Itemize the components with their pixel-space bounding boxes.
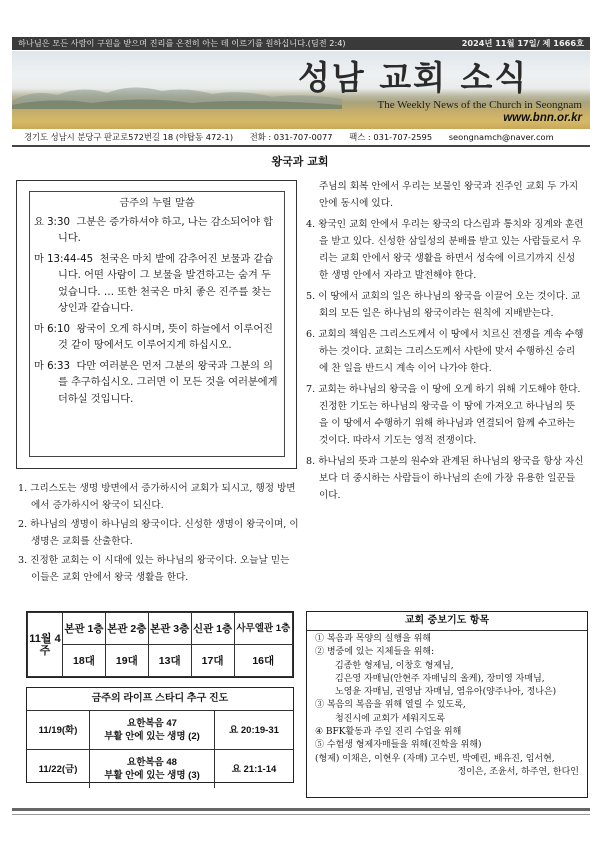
prayer-item: 노영윤 자매님, 권영남 자매님, 염유아(양주나아, 정나은) (335, 687, 557, 698)
newsletter-subtitle: The Weekly News of the Church in Seongnam (377, 99, 582, 111)
schedule-value: 13대 (148, 645, 191, 677)
verse-item: 요 3:30 그분은 증가하셔야 하고, 나는 감소되어야 합니다. (34, 216, 274, 244)
points-right (306, 178, 584, 508)
verses-box (29, 191, 285, 457)
point-continuation: 주님의 회복 안에서 우리는 보물인 왕국과 진주인 교회 두 가지 안에 동시에 있다. (319, 181, 579, 209)
schedule-week: 11월 4주 (28, 613, 63, 677)
verse-item: 마 6:10 왕국이 오게 하시며, 뜻이 하늘에서 이루어진 것 같이 땅에서도 이루어지게 하십시오. (34, 323, 274, 351)
points-left (18, 480, 300, 588)
prayer-item: ④ BFK활동과 주일 진리 수업을 위해 (315, 727, 462, 738)
footer-divider-thin (12, 814, 590, 815)
cleaning-schedule-table (26, 611, 294, 678)
prayer-item: (형제) 이채은, 이현우 (자매) 고수빈, 박예린, 배유진, 임서현, (315, 753, 555, 764)
life-study-box (26, 687, 294, 783)
point-item: 5. 이 땅에서 교회의 일은 하나님의 왕국을 이끌어 오는 것이다. 교회의 모든 일은 하나님의 왕국이라는 원칙에 지배받는다. (306, 291, 581, 319)
footer-divider (12, 808, 590, 811)
point-item: 6. 교회의 책임은 그리스도께서 이 땅에서 치르신 전쟁을 계속 수행하는 것이다. 교회는 그리스도께서 사탄에 맞서 수행하신 승리에 찬 일을 반드시 계속 이어 나가야 한다. (306, 329, 584, 374)
life-study-title: 금주의 라이프 스타디 추구 진도 (27, 688, 293, 711)
point-item: 1. 그리스도는 생명 방면에서 증가하시어 교회가 되시고, 행정 방면에서 증가하시어 왕국이 되신다. (18, 483, 296, 511)
schedule-header: 본관 1층 (63, 613, 106, 645)
schedule-value: 19대 (105, 645, 148, 677)
point-item: 3. 진정한 교회는 이 시대에 있는 하나님의 왕국이다. 오늘날 믿는 이들은 교회 안에서 왕국 생활을 한다. (18, 555, 290, 583)
newsletter-title: 성남 교회 소식 (298, 58, 529, 97)
header-verse: 하나님은 모든 사람이 구원을 받으며 진리를 온전히 아는 데 이르기를 원하십니다.(딤전 2:4) (18, 38, 346, 48)
prayer-title: 교회 중보기도 항목 (307, 612, 587, 631)
prayer-item: 정이은, 조윤서, 하주연, 한다인 (457, 766, 579, 777)
study-lesson: 요한복음 47 부활 안에 있는 생명 (2) (90, 711, 215, 750)
schedule-header: 본관 3층 (148, 613, 191, 645)
issue-date: 2024년 11월 17일/ 제 1666호 (461, 38, 584, 48)
point-item: 7. 교회는 하나님의 왕국을 이 땅에 오게 하기 위해 기도해야 한다. 진정한 기도는 하나님의 왕국을 이 땅에 가져오고 하나님의 뜻을 이 땅에서 수행하기 위해 하나님과 연결되어 함께 수고하는 것이다. 따라서 기도는 영적 전쟁이다. (306, 384, 581, 446)
contact-line (24, 131, 584, 143)
prayer-item: ① 복음과 목양의 실행을 위해 (315, 634, 432, 644)
prayer-item: ⑤ 수험생 형제자매들을 위해(진학을 위해) (315, 740, 482, 751)
verses-title: 금주의 누릴 말씀 (119, 198, 195, 209)
verse-item: 마 6:33 다만 여러분은 먼저 그분의 왕국과 그분의 의를 추구하십시오. 그러면 이 모든 것을 여러분에게 더하실 것입니다. (34, 360, 278, 405)
schedule-value: 18대 (63, 645, 106, 677)
point-item: 4. 왕국인 교회 안에서 우리는 왕국의 다스림과 통치와 징계와 훈련을 받고 있다. 신성한 삼일성의 분배를 받고 있는 사람들로서 우리는 교회 안에서 왕국 생활을 하면서 성숙에 이르기까지 신성한 생명 안에서 자라고 발전해야 한다. (306, 219, 584, 281)
church-address: 경기도 성남시 분당구 판교로572번길 18 (야탑동 472-1) (24, 132, 234, 142)
schedule-header: 본관 2층 (105, 613, 148, 645)
prayer-box (306, 611, 588, 798)
prayer-item: 청진시에 교회가 세워지도록 (335, 713, 446, 724)
email-address[interactable]: seongnamch@naver.com (448, 132, 554, 142)
schedule-value: 16대 (234, 645, 293, 677)
phone-number: 전화 : 031-707-0077 (249, 132, 333, 142)
study-ref: 요 21:1-14 (215, 750, 294, 789)
point-item: 8. 하나님의 뜻과 그분의 원수와 관계된 하나님의 왕국을 항상 자신보다 더 중시하는 사람들이 하나님의 손에 가장 유용한 일꾼들이다. (306, 456, 584, 501)
website-link[interactable]: www.bnn.or.kr (503, 112, 582, 124)
header-verse-bar (12, 37, 590, 50)
header-divider (12, 145, 590, 147)
verse-item: 마 13:44-45 천국은 마치 밭에 감추어진 보물과 같습니다. 어떤 사람이 그 보물을 발견하고는 숨겨 두었습니다. … 또한 천국은 마치 좋은 진주를 찾는 상인과 같습니다. (34, 253, 274, 314)
study-ref: 요 20:19-31 (229, 724, 279, 736)
prayer-item: 김종한 형제님, 이창호 형제님, (335, 660, 454, 671)
prayer-item: ② 병중에 있는 지체들을 위해: (315, 647, 435, 658)
prayer-item: ③ 복음의 복음을 위해 열릴 수 있도록, (315, 700, 466, 711)
study-date: 11/22(금) (27, 750, 90, 789)
study-date: 11/19(화) (27, 711, 90, 750)
article-headline: 왕국과 교회 (271, 155, 329, 168)
fax-number: 팩스 : 031-707-2595 (349, 132, 433, 142)
schedule-header: 사무엘관 1층 (234, 613, 293, 645)
prayer-item: 김은영 자매님(안현주 자매님의 올케), 장미영 자매님, (335, 673, 545, 684)
prayer-list (307, 631, 587, 779)
schedule-header: 신관 1층 (191, 613, 234, 645)
point-item: 2. 하나님의 생명이 하나님의 왕국이다. 신성한 생명이 왕국이며, 이 생명은 교회를 산출한다. (18, 519, 299, 547)
schedule-value: 17대 (191, 645, 234, 677)
mountain-illustration (12, 79, 342, 109)
header-banner (12, 51, 590, 129)
study-lesson: 요한복음 48 부활 안에 있는 생명 (3) (90, 750, 215, 789)
